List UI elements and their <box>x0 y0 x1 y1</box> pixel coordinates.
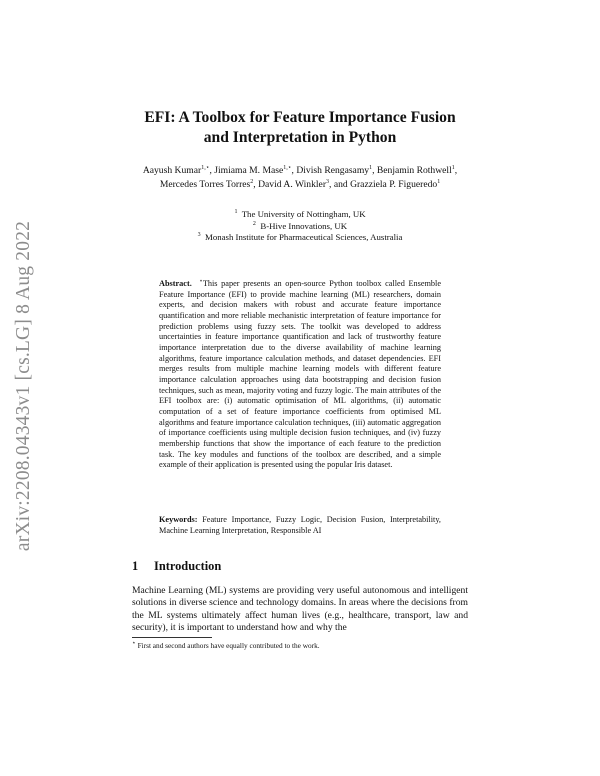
author-6-sup: 3 <box>326 178 330 185</box>
keywords-label: Keywords: <box>159 515 198 524</box>
author-7-sup: 1 <box>437 178 441 185</box>
author-5: , Mercedes Torres Torres <box>159 165 458 190</box>
abstract <box>159 279 441 471</box>
author-1: Aayush Kumar <box>142 165 202 176</box>
footnote-mark: ⋆ <box>132 640 136 647</box>
title-line-1: EFI: A Toolbox for Feature Importance Fusion <box>144 109 456 126</box>
arxiv-stamp <box>4 206 44 566</box>
section-title: Introduction <box>154 559 222 573</box>
section-number: 1 <box>132 559 139 573</box>
footnote-text: First and second authors have equally contributed to the work. <box>137 641 320 650</box>
author-list <box>132 164 468 192</box>
abstract-footnote-mark: ⋆ <box>199 278 203 285</box>
author-4-sup: 1 <box>451 164 455 171</box>
footnote-rule <box>132 637 212 638</box>
author-5-sup: 2 <box>250 178 254 185</box>
author-2: , Jimiama M. Mase <box>209 165 284 176</box>
title-line-2: and Interpretation in Python <box>203 129 397 146</box>
affiliations <box>160 209 440 244</box>
keywords-text: Feature Importance, Fuzzy Logic, Decision Fusion, Interpretability, Machine Learning Interpretation, Responsible AI <box>159 515 441 535</box>
intro-paragraph: Machine Learning (ML) systems are providing very useful autonomous and intelligent solutions in diverse science and technology domains. In areas where the decisions from the ML systems ultimately affect human lives (e.g., healthcare, transport, law and security), it is important to understand how and why the <box>132 585 468 634</box>
abstract-text: This paper presents an open-source Python toolbox called Ensemble Feature Importance (EFI) to provide machine learning (ML) researchers, domain experts, and decision makers with robust and accurate feature importance quantification and more reliable mechanistic interpretation of feature importance for prediction problems using fuzzy sets. The toolkit was developed to address uncertainties in feature importance quantification and lack of trustworthy feature importance interpretation due to the diverse availability of machine learning algorithms, feature importance calculation methods, and dataset dependencies. EFI merges results from multiple machine learning models with different feature importance calculation approaches using data bootstrapping and decision fusion techniques, such as mean, majority voting and fuzzy logic. The main attributes of the EFI toolbox are: (i) automatic optimisation of ML algorithms, (ii) automatic computation of a set of feature importance coefficients from optimised ML algorithms and feature importance calculation techniques, (iii) automatic aggregation of importance coefficients using multiple decision fusion techniques, and (iv) fuzzy membership functions that show the importance of each feature to the prediction task. The key modules and functions of the toolbox are described, and a simple example of their application is presented using the popular Iris dataset. <box>159 279 441 470</box>
affiliation-2: $^2$ B-Hive Innovations, UK <box>252 220 348 231</box>
section-heading <box>132 559 221 574</box>
footnote <box>132 641 468 650</box>
author-2-sup: 1,⋆ <box>283 164 292 171</box>
abstract-label: Abstract. <box>159 279 192 288</box>
author-3-sup: 1 <box>369 164 373 171</box>
keywords <box>159 515 441 536</box>
author-7: , and Grazziela P. Figueredo <box>329 179 438 190</box>
paper-title <box>100 108 500 148</box>
author-1-sup: 1,⋆ <box>201 164 210 171</box>
arxiv-stamp-text: arXiv:2208.04343v1 [cs.LG] 8 Aug 2022 <box>13 220 34 552</box>
author-6: , David A. Winkler <box>253 179 327 190</box>
author-3: , Divish Rengasamy <box>291 165 370 176</box>
affiliation-3: $^3$ Monash Institute for Pharmaceutical Sciences, Australia <box>197 232 403 243</box>
affiliation-1: $^1$ The University of Nottingham, UK <box>234 209 366 219</box>
author-4: , Benjamin Rothwell <box>372 165 452 176</box>
